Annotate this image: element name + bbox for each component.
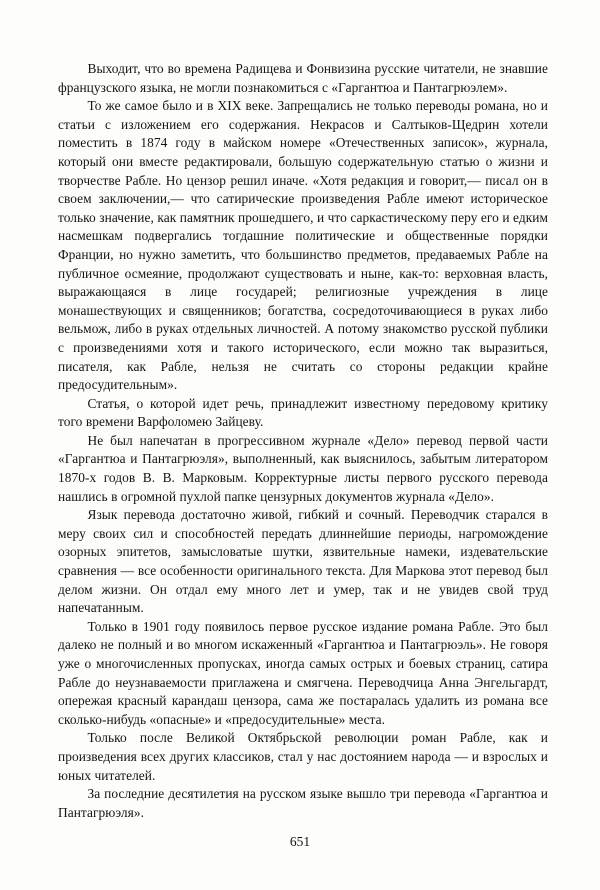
- page-body: [58, 60, 548, 822]
- paragraph: Не был напечатан в прогрессивном журнале «Дело» перевод первой части «Гаргантюа и Пантагрюэля», выполненный, как выяснилось, забытым литератором 1870-х годов В. В. Марковым. Корректурные листы первого русского перевода нашлись в огромной пухлой папке цензурных документов журнала «Дело».: [58, 432, 548, 504]
- paragraph: Только в 1901 году появилось первое русское издание романа Рабле. Это был далеко не полный и во многом искаженный «Гаргантюа и Пантагрюэль». Не говоря уже о многочисленных пропусках, иногда самых острых и боевых страниц, сатира Рабле до неузнаваемости приглажена и смягчена. Переводчица Анна Энгельгардт, опережая красный карандаш цензора, сама же постаралась удалить из романа все сколько-нибудь «опасные» и «предосудительные» места.: [58, 618, 548, 727]
- paragraph: То же самое было и в XIX веке. Запрещались не только переводы романа, но и статьи с изложением его содержания. Некрасов и Салтыков-Щедрин хотели поместить в 1874 году в майском номере «Отечественных записок», журнала, который они вместе редактировали, большую содержательную статью о жизни и творчестве Рабле. Но цензор решил иначе. «Хотя редакция и говорит,— писал он в своем заключении,— что сатирические произведения Рабле имеют историческое только значение, как памятник прошедшего, и что саркастическому перу его и едким насмешкам подвергались тогдашние политические и общественные порядки Франции, но нужно заметить, что большинство предметов, предаваемых Рабле на публичное осмеяние, продолжают существовать и ныне, как-то: верховная власть, выражающаяся в лице государей; религиозные учреждения в лице монашествующих и священников; богатства, сосредоточивающиеся в руках либо вельмож, либо в руках отдельных личностей. А потому знакомство русской публики с произведениями хотя и такого исторического, если можно так выразиться, писателя, как Рабле, нельзя не считать со стороны редакции крайне предосудительным».: [58, 98, 548, 393]
- paragraph: Только после Великой Октябрьской революции роман Рабле, как и произведения всех других классиков, стал у нас достоянием народа — и взрослых и юных читателей.: [58, 730, 548, 783]
- page-number: 651: [289, 834, 311, 849]
- paragraph: Язык перевода достаточно живой, гибкий и сочный. Переводчик старался в меру своих сил и способностей передать длиннейшие периоды, нагромождение озорных эпитетов, замысловатые шутки, язвительные намеки, издевательские сравнения — все особенности оригинального текста. Для Маркова этот перевод был делом жизни. Он отдал ему много лет и умер, так и не увидев свой труд напечатанным.: [58, 507, 548, 616]
- paragraph: Статья, о которой идет речь, принадлежит известному передовому критику того времени Варфоломею Зайцеву.: [58, 395, 548, 430]
- paragraph: Выходит, что во времена Радищева и Фонвизина русские читатели, не знавшие французского языка, не могли познакомиться с «Гаргантюа и Пантагрюэлем».: [58, 61, 548, 95]
- paragraph: За последние десятилетия на русском языке вышло три перевода «Гаргантюа и Пантагрюэля».: [58, 786, 548, 820]
